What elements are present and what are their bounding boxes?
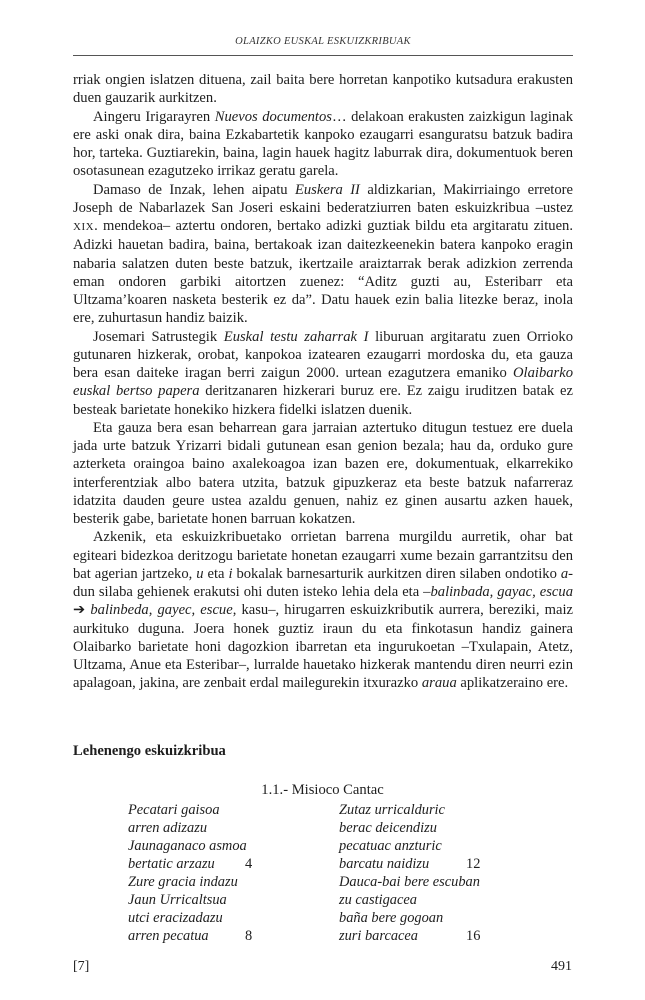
italic-text: araua — [421, 675, 457, 692]
italic-text: Euskera II — [294, 181, 360, 198]
poem-line — [339, 891, 539, 909]
poem-line — [128, 927, 328, 945]
poem-line — [339, 873, 539, 891]
poem-line — [339, 837, 539, 855]
poem-line — [128, 855, 328, 873]
verse-text: Pecatari gaisoa — [128, 802, 220, 818]
text-run: rriak ongien islatzen dituena, zail baita bere horretan kanpotiko kutsadura erakusten duen gauzarik aurkitzen. — [73, 72, 573, 107]
poem-line — [339, 819, 539, 837]
text-run: deritzanaren hizkerari buruz ere. Ez zaigu iruditzen batak ez besteak barietate honekiko hizkera fidelki islatzen duenik. — [73, 383, 573, 418]
italic-text: Nuevos documentos — [214, 108, 332, 125]
italic-text: a — [560, 565, 569, 582]
verse-text: pecatuac anzturic — [339, 838, 442, 854]
body-paragraph — [73, 328, 573, 419]
italic-text: u — [196, 565, 204, 582]
line-number: 4 — [245, 856, 253, 872]
text-run: … delakoan erakusten zaizkigun laginak ere aski onak dira, baina Ezkabartetik kanpoko ezaugarri esanguratsu batzuk badira hor, tarteka. Guztiarekin, baina, lagin hauek hagitz laburrak dira, dokumentuok beren osotasunean ezagutzeko irrikaz geratu garela. — [73, 108, 573, 180]
verse-text: baña bere gogoan — [339, 910, 444, 926]
text-run: XIX — [73, 221, 95, 233]
page-number: 491 — [551, 959, 572, 974]
line-number: 8 — [245, 928, 253, 944]
italic-text: balinbada, gayac, escua — [430, 584, 573, 600]
body-text — [73, 71, 573, 693]
text-run: -dun silaba gehienek erakutsi ohi duten isteko lehia dela eta – — [73, 565, 573, 600]
text-run: , kasu–, hirugarren eskuizkributik aurrera, bereziki, maiz aurkituko duguna. Joera honek guztiz iraun du eta finkotasun handiz gainera Olaibarko barietate honi dagozkion ibarretan eta ingurukoetan –Txulapain, Atetz, Ultzama, Anue eta Esteribar–, lurralde hauetako hizkerak mantendu diren neurri ezin apalagoan, jakina, are zenbait erdal mailegurekin itxurazko — [73, 602, 573, 692]
line-number: 16 — [466, 928, 481, 944]
verse-text: Jaun Urricaltsua — [128, 892, 227, 908]
body-paragraph — [73, 108, 573, 181]
verse-text: zu castigacea — [339, 892, 417, 908]
verse-text: arren adizazu — [128, 820, 208, 836]
verse-text: zuri barcacea — [339, 928, 419, 944]
poem-line — [128, 909, 328, 927]
body-paragraph — [73, 181, 573, 328]
text-run: Eta gauza bera esan beharrean gara jarraian aztertuko ditugun testuez ere duela jada urte batzuk Yrizarri bidali gutunean esan genion bezala; hau da, orduko gure azterketa oraingoa baino axalekoagoa izan bazen ere, dokumentuak, elkarrekiko interferentziak albo batera utzita, batzuk gipuzkeraz eta beste batzuk nafarreraz idatzita dauden geure ustea azaldu genuen, nahiz ez ginen ausartu azken hauek, besterik gabe, barietate honen barruan kokatzen. — [73, 419, 573, 527]
header-rule — [73, 55, 573, 56]
text-run: Azkenik, eta eskuizkribuetako orrietan barrena murgildu aurretik, ohar bat egiteari bidezkoa deritzogu barietate honetan ezaugarri xume bezain garrantzitsu den bat agerian jartzeko, — [73, 529, 573, 582]
verse-text: Jaunaganaco asmoa — [128, 838, 247, 854]
running-header: OLAIZKO EUSKAL ESKUIZKRIBUAK — [235, 36, 411, 47]
verse-text: berac deicendizu — [339, 820, 437, 836]
verse-text: arren pecatua — [128, 928, 209, 944]
verse-text: bertatic arzazu — [128, 856, 215, 872]
italic-text: i — [228, 565, 233, 582]
text-run: Josemari Satrustegik — [93, 328, 224, 345]
italic-text: balinbeda, gayec, escue — [90, 602, 233, 619]
body-paragraph — [73, 419, 573, 529]
verse-text: Zutaz urricalduric — [339, 802, 445, 818]
text-run: Aingeru Irigarayren — [93, 108, 215, 125]
poem-column-left — [128, 801, 328, 945]
poem-line — [339, 801, 539, 819]
poem-line — [128, 819, 328, 837]
text-run: aldizkarian, Makirriaingo erretore Joseph de Nabarlazek San Joseri eskaini bederatziurren baten eskuizkribua –ustez — [73, 181, 573, 216]
page-number-bracketed: [7] — [73, 959, 90, 974]
poem-column-right — [339, 801, 539, 945]
text-run: aplikatzeraino ere. — [456, 675, 569, 692]
section-heading: Lehenengo eskuizkribua — [73, 743, 226, 759]
text-run: Damaso de Inzak, lehen aipatu — [93, 181, 295, 198]
verse-text: barcatu naidizu — [339, 856, 430, 872]
verse-text: utci eracizadazu — [128, 910, 223, 926]
poem-title: 1.1.- Misioco Cantac — [261, 782, 384, 798]
text-run: liburuan argitaratu zuen Orrioko gutunaren hizkerak, orobat, kanpokoa izatearen ezaugarri mordoska du, eta gauza bera esan daiteke iragan berri zaigun 2000. urtean ezagutzera emaniko — [73, 328, 573, 381]
poem-line — [128, 873, 328, 891]
poem-line — [128, 801, 328, 819]
italic-text: Euskal testu zaharrak I — [223, 328, 369, 345]
body-paragraph — [73, 71, 573, 108]
poem-line — [339, 927, 539, 945]
poem-line — [339, 855, 539, 873]
verse-text: Dauca-bai bere escuban — [339, 874, 480, 890]
body-paragraph — [73, 528, 573, 692]
poem-line — [339, 909, 539, 927]
italic-text: Olaibarko euskal bertso papera — [73, 365, 573, 400]
arrow-glyph: ➔ — [73, 602, 91, 619]
poem-line — [128, 837, 328, 855]
verse-text: Zure gracia indazu — [128, 874, 238, 890]
poem-line — [128, 891, 328, 909]
line-number: 12 — [466, 856, 481, 872]
text-run: eta — [203, 565, 229, 582]
text-run: . mendekoa– aztertu ondoren, bertako adizki guztiak bildu eta argitaratu zituen. Adizki hauetan badira, baina, bertakoak izan daitezkeenekin batera kanpoko eragin nabaria salatzen duten beste batzuk, ikertzaile araiztarrak berak adizkion zerrenda eman ondoren garbiki aitortzen zuenez: “Aditz guzti au, Esteribarr eta Ultzama’koaren nasketa besterik ez da”. Datu hauek ezin balia litezke beraz, inola ere, zuhurtasun handiz baizik. — [73, 218, 573, 327]
text-run: bokalak barnesarturik aurkitzen diren silaben ondotiko — [232, 565, 561, 582]
